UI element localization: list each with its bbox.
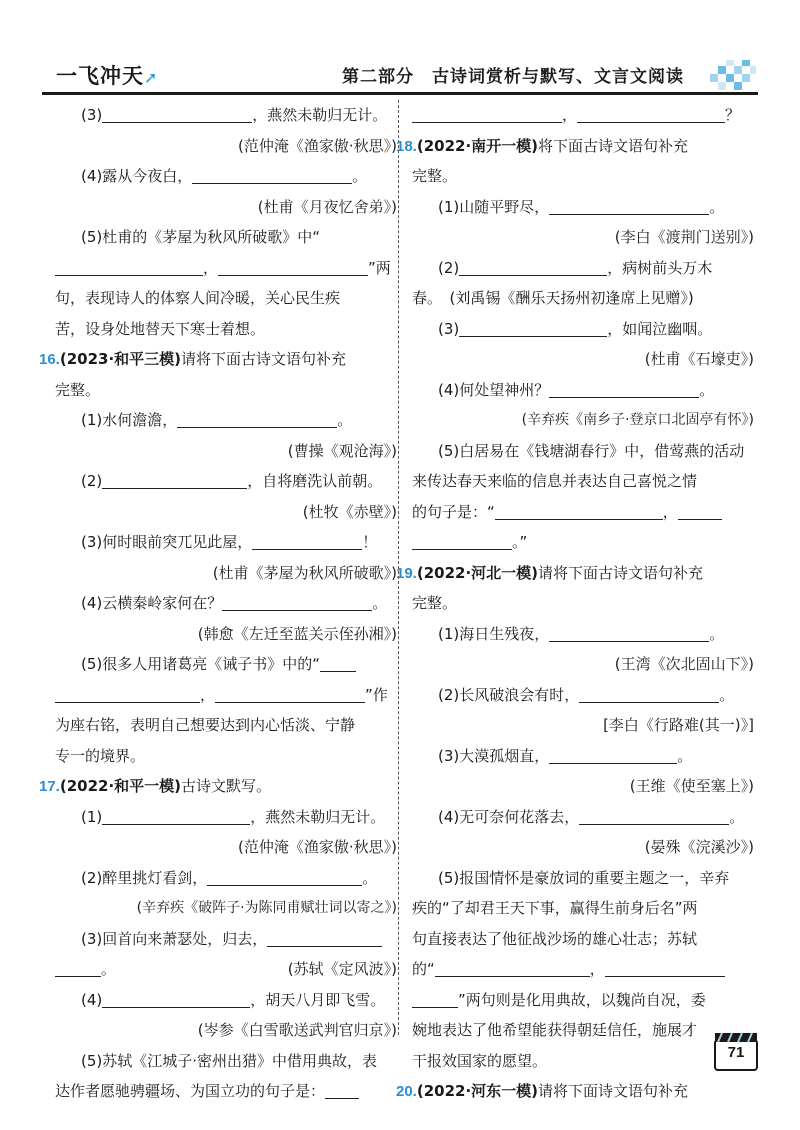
answer-blank[interactable] <box>102 806 250 825</box>
line: 的句子是：“ ， <box>412 497 758 528</box>
source-line: (岑参《白雪歌送武判官归京》) <box>197 1021 397 1039</box>
right-column <box>396 100 758 1107</box>
line: (5)白居易在《钱塘湖春行》中，借莺燕的活动 <box>438 441 745 460</box>
page-number-badge <box>712 1030 762 1074</box>
page-number: 71 <box>727 1044 745 1061</box>
answer-blank[interactable] <box>55 684 200 703</box>
line: (4)露从今夜白， 。 <box>81 167 368 185</box>
line: 句直接表达了他征战沙场的雄心壮志；苏轼 <box>412 929 698 948</box>
answer-blank[interactable] <box>325 1080 359 1099</box>
answer-blank[interactable] <box>102 470 247 489</box>
answer-blank[interactable] <box>549 379 699 398</box>
answer-blank[interactable] <box>549 623 709 642</box>
source-line: (王维《使至塞上》) <box>629 777 754 795</box>
answer-blank[interactable] <box>177 409 337 428</box>
source-line: (杜甫《茅屋为秋风所破歌》) <box>212 563 397 582</box>
question-20: 20.(2022·河东一模)请将下面诗文语句补充 <box>396 1082 689 1100</box>
line: 疾的“了却君王天下事，赢得生前身后名”两 <box>412 899 698 917</box>
source-line: (王湾《次北固山下》) <box>614 655 754 673</box>
line: (3)大漠孤烟直， 。 <box>438 746 693 765</box>
line: (1)山随平野尽， 。 <box>438 197 725 216</box>
answer-blank[interactable] <box>267 928 382 947</box>
line: (3) ，燕然未勒归无计。 <box>81 106 388 124</box>
line: (3)何时眼前突兀见此屋， ！ <box>81 533 378 551</box>
line: (2)醉里挑灯看剑， 。 <box>81 868 378 887</box>
line: (4)何处望神州？ 。 <box>438 380 715 399</box>
answer-blank[interactable] <box>102 989 250 1008</box>
line: (1)海日生残夜， 。 <box>438 624 725 643</box>
question-18: 18.(2022·南开一模)将下面古诗文语句补充 <box>396 136 689 155</box>
source-line: (苏轼《定风波》) <box>287 960 397 978</box>
question-tag: (2022·南开一模) <box>416 136 539 155</box>
answer-blank[interactable] <box>549 196 709 215</box>
question-tag: (2023·和平三模) <box>59 350 182 368</box>
source-line: (曹操《观沧海》) <box>287 441 397 460</box>
line: 春。 (刘禹锡《酬乐天扬州初逢席上见赠》) <box>412 289 694 307</box>
line: 完整。 <box>55 380 101 399</box>
line: 为座右铭，表明自己想要达到内心恬淡、宁静 <box>55 716 356 734</box>
source-line: (杜牧《赤壁》) <box>302 502 397 521</box>
source-line: (韩愈《左迁至蓝关示侄孙湘》) <box>197 624 397 643</box>
answer-blank[interactable] <box>252 531 362 550</box>
line: (5)报国情怀是豪放词的重要主题之一，辛弃 <box>438 868 730 887</box>
line: ， ？ <box>412 100 758 131</box>
source-line: (刘禹锡《酬乐天扬州初逢席上见赠》) <box>449 289 694 307</box>
source-line: (辛弃疾《破阵子·为陈同甫赋壮词以寄之》) <box>136 900 397 916</box>
line: 达作者愿驰骋疆场、为国立功的句子是： <box>55 1076 401 1107</box>
line: (2) ，病树前头万木 <box>438 258 713 277</box>
answer-blank[interactable] <box>605 958 725 977</box>
answer-blank[interactable] <box>495 501 663 520</box>
source-line: (范仲淹《渔家傲·秋思》) <box>238 136 397 155</box>
line: 句，表现诗人的体察人间冷暖，关心民生疾 <box>55 289 341 307</box>
line: (3) ，如闻泣幽咽。 <box>438 319 713 338</box>
line: (5)苏轼《江城子·密州出猎》中借用典故，表 <box>81 1051 378 1070</box>
answer-blank[interactable] <box>218 257 368 276</box>
line: 干报效国家的愿望。 <box>412 1051 548 1070</box>
answer-blank[interactable] <box>192 165 352 184</box>
section-title: 第二部分 古诗词赏析与默写、文言文阅读 <box>342 67 684 87</box>
question-number: 16. <box>39 351 60 368</box>
line: 完整。 <box>412 594 458 612</box>
line: ， ”作 <box>55 680 401 711</box>
answer-blank[interactable] <box>435 958 590 977</box>
source-line: (晏殊《浣溪沙》) <box>644 838 754 856</box>
answer-blank[interactable] <box>320 653 356 672</box>
source-line: (辛弃疾《南乡子·登京口北固亭有怀》) <box>521 412 754 428</box>
question-17: 17.(2022·和平一模)古诗文默写。 <box>39 777 272 795</box>
answer-blank[interactable] <box>412 104 562 123</box>
line: 。” <box>412 527 758 558</box>
brand-logo: 一飞冲天➚ <box>56 64 159 88</box>
answer-blank[interactable] <box>678 501 722 520</box>
question-tag: (2022·和平一模) <box>59 777 182 795</box>
answer-blank[interactable] <box>412 531 512 550</box>
answer-blank[interactable] <box>412 989 458 1008</box>
answer-blank[interactable] <box>579 806 729 825</box>
line: (1)水何澹澹， 。 <box>81 411 353 429</box>
line: (2) ，自将磨洗认前朝。 <box>81 472 383 490</box>
answer-blank[interactable] <box>102 104 252 123</box>
answer-blank[interactable] <box>222 592 372 611</box>
line: 来传达春天来临的信息并表达自己喜悦之情 <box>412 472 698 490</box>
source-line: (李白《渡荆门送别》) <box>614 228 754 246</box>
line: 专一的境界。 <box>55 746 146 765</box>
page-header <box>42 56 758 94</box>
checker-decoration <box>710 60 756 90</box>
line: (4)无可奈何花落去， 。 <box>438 807 745 826</box>
question-tag: (2022·河北一模) <box>416 563 539 582</box>
question-tag: (2022·河东一模) <box>416 1082 539 1100</box>
line: (3)回首向来萧瑟处，归去， <box>55 924 401 955</box>
line: (5)很多人用诸葛亮《诫子书》中的“ <box>55 649 401 680</box>
source-line: (杜甫《月夜忆舍弟》) <box>257 197 397 216</box>
line: 完整。 <box>412 167 458 185</box>
source-line: [李白《行路难(其一)》] <box>603 716 754 734</box>
question-16: 16.(2023·和平三模)请将下面古诗文语句补充 <box>39 350 347 368</box>
answer-blank[interactable] <box>207 867 362 886</box>
answer-blank[interactable] <box>459 318 607 337</box>
line: (4)云横秦岭家何在？ 。 <box>81 594 388 612</box>
line: (4) ，胡天八月即飞雪。 <box>81 990 386 1009</box>
line: (5)杜甫的《茅屋为秋风所破歌》中“ <box>81 228 321 246</box>
question-number: 20. <box>396 1083 417 1100</box>
line: ”两句则是化用典故，以魏尚自况，委 <box>412 985 758 1016</box>
question-19: 19.(2022·河北一模)请将下面古诗文语句补充 <box>396 563 704 582</box>
header-rule <box>42 92 758 95</box>
answer-blank[interactable] <box>579 684 719 703</box>
line: 的“ ， <box>412 954 758 985</box>
question-number: 18. <box>396 137 417 155</box>
answer-blank[interactable] <box>215 684 365 703</box>
answer-blank[interactable] <box>55 257 203 276</box>
line: 苦，设身处地替天下寒士着想。 <box>55 319 266 338</box>
line: 。 <box>55 954 401 985</box>
line: ， ”两 <box>55 253 401 284</box>
answer-blank[interactable] <box>549 745 677 764</box>
question-number: 17. <box>39 778 60 795</box>
source-line: (范仲淹《渔家傲·秋思》) <box>238 838 397 856</box>
source-line: (杜甫《石壕吏》) <box>644 350 754 368</box>
line: (2)长风破浪会有时， 。 <box>438 685 735 704</box>
question-number: 19. <box>396 564 417 582</box>
answer-blank[interactable] <box>459 257 607 276</box>
line: (1) ，燕然未勒归无计。 <box>81 807 386 826</box>
left-column <box>39 100 401 1107</box>
answer-blank[interactable] <box>577 104 725 123</box>
line: 婉地表达了他希望能获得朝廷信任，施展才 <box>412 1021 698 1039</box>
